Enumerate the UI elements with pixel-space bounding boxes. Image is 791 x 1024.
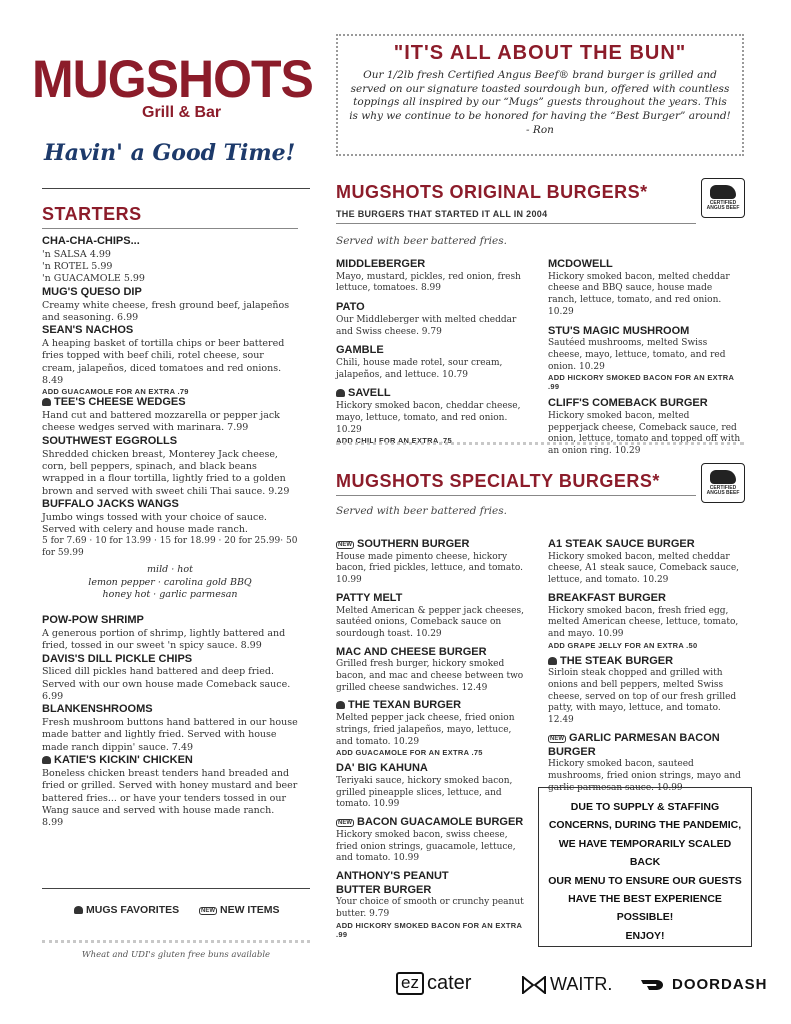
guac-name: BACON GUACAMOLE BURGER — [357, 816, 524, 829]
new-icon: NEW — [338, 820, 352, 827]
badge-line: CERTIFIED — [709, 484, 737, 491]
chicken-name: KATIE'S KICKIN' CHICKEN — [54, 754, 193, 767]
shrooms-name: BLANKENSHROOMS — [42, 703, 153, 716]
anthony-name — [336, 870, 531, 898]
southern-desc: House made pimento cheese, hickory bacon, fried pickles, lettuce, and tomato. 10.99 — [336, 551, 524, 586]
legend-new: NEW ITEMS — [220, 904, 280, 916]
cliff-desc: Hickory smoked bacon, melted pepperjack cheese, Comeback sauce, red onion, lettuce, tomato and topped off with an onion ring. 10.29 — [548, 411, 741, 457]
chips-option: 'n ROTEL 5.99 — [42, 261, 113, 273]
bun-signature: - Ron — [526, 123, 554, 136]
new-icon: NEW — [550, 735, 564, 742]
breakfast-name: BREAKFAST BURGER — [548, 591, 666, 604]
breakfast-desc: Hickory smoked bacon, fresh fried egg, melted American cheese, lettuce, tomato, and mayo. 10.99 — [548, 605, 739, 639]
queso-desc: Creamy white cheese, fresh ground beef, jalapeños and seasoning. 6.99 — [42, 299, 290, 323]
cater-text: cater — [426, 972, 472, 994]
mug-icon — [42, 756, 51, 764]
cliff-name: CLIFF'S COMEBACK BURGER — [548, 397, 708, 410]
wangs-prices: 5 for 7.69 · 10 for 13.99 · 15 for 18.99 · 20 for 25.99· 50 for 59.99 — [42, 536, 298, 559]
texan-addon: ADD GUACAMOLE FOR AN EXTRA .75 — [336, 748, 483, 758]
steak-desc: Sirloin steak chopped and grilled with onions and bell peppers, melted Swiss cheese, served on top of our fresh grilled patty, with mayo, lettuce, and tomato. 12.49 — [548, 668, 737, 726]
divider — [336, 442, 744, 445]
wedges-desc: Hand cut and battered mozzarella or pepper jack cheese wedges served with marinara. 7.99 — [42, 410, 280, 434]
stu-desc: Sautéed mushrooms, melted Swiss cheese, mayo, lettuce, tomato, and red onion. 10.29 — [548, 338, 726, 372]
mug-icon — [336, 701, 345, 709]
sauce-line: lemon pepper · carolina gold BBQ — [88, 576, 252, 588]
eggrolls-desc: Shredded chicken breast, Monterey Jack cheese, corn, bell peppers, spinach, and black beans wrapped in a flour tortilla, lightly fried to a golden brown and served with sweet chili Thai sauce. 9.29 — [42, 448, 290, 497]
kahuna-desc: Teriyaki sauce, hickory smoked bacon, grilled pineapple slices, lettuce, and tomato. 10.99 — [336, 776, 513, 810]
nachos-desc: A heaping basket of tortilla chips or beer battered fries topped with beef chili, rotel cheese, sour cream, jalapeños, diced tomatoes and red onions. 8.49 — [42, 337, 285, 386]
notice-line: ENJOY! — [625, 929, 665, 942]
doordash-icon — [640, 978, 666, 992]
nachos-name: SEAN'S NACHOS — [42, 324, 134, 337]
chips-option: 'n GUACAMOLE 5.99 — [42, 273, 145, 285]
mug-icon — [336, 389, 345, 397]
savell-name: SAVELL — [348, 387, 391, 400]
angus-badge — [701, 178, 745, 218]
starters-title: STARTERS — [42, 204, 142, 224]
shrimp-desc: A generous portion of shrimp, lightly battered and fried, tossed in our sweet 'n spicy sauce. 8.99 — [42, 627, 286, 652]
mcdowell-desc: Hickory smoked bacon, melted cheddar cheese and BBQ sauce, house made ranch, lettuce, tomato, and red onion. 10.29 — [548, 271, 730, 317]
mug-icon — [74, 906, 83, 914]
pandemic-notice — [538, 787, 752, 947]
eggrolls-name: SOUTHWEST EGGROLLS — [42, 434, 178, 447]
sauce-line: mild · hot — [147, 563, 193, 575]
doordash-text: DOORDASH — [672, 976, 768, 993]
breakfast-addon: ADD GRAPE JELLY FOR AN EXTRA .50 — [548, 640, 698, 650]
pato-desc: Our Middleberger with melted cheddar and Swiss cheese. 9.79 — [336, 314, 517, 337]
waitr-logo — [522, 974, 612, 995]
specialty-served: Served with beer battered fries. — [336, 505, 507, 517]
legend-favorites: MUGS FAVORITES — [86, 904, 180, 916]
original-col-left — [336, 258, 531, 445]
bun-box — [336, 34, 744, 156]
divider — [336, 223, 696, 224]
patty-desc: Melted American & pepper jack cheeses, sautéed onions, Comeback sauce on sourdough toast. 10.29 — [336, 605, 524, 639]
savell-addon: ADD CHILI FOR AN EXTRA .75 — [336, 436, 453, 446]
anthony-name-line: BUTTER BURGER — [336, 883, 432, 896]
specialty-col-right — [548, 538, 746, 794]
texan-desc: Melted pepper jack cheese, fried onion strings, fried jalapeños, mayo, lettuce, and tomato. 10.29 — [336, 713, 515, 747]
notice-line: CONCERNS, DURING THE PANDEMIC, — [548, 819, 742, 832]
bun-text: Our 1/2lb fresh Certified Angus Beef® brand burger is grilled and served on our signature toasted sourdough bun, offered with countless toppings all inspired by our “Mugs” guests throughout the years. This is why we continue to be honored for having the “Best Burger” around! — [349, 69, 731, 122]
brand-sub: Grill & Bar — [142, 104, 222, 121]
notice-line: WE HAVE TEMPORARILY SCALED BACK — [558, 837, 732, 869]
cow-icon — [710, 470, 736, 484]
notice-line: OUR MENU TO ENSURE OUR GUESTS — [548, 874, 742, 887]
notice-line: DUE TO SUPPLY & STAFFING — [570, 801, 720, 813]
gamble-desc: Chili, house made rotel, sour cream, jalapeños, and lettuce. 10.79 — [336, 358, 503, 380]
wangs-desc: Jumbo wings tossed with your choice of sauce. Served with celery and house made ranch. — [42, 511, 267, 535]
ezcater-logo — [396, 972, 471, 995]
a1-desc: Hickory smoked bacon, melted cheddar cheese, A1 steak sauce, Comeback sauce, lettuce, and tomato. 10.29 — [548, 551, 740, 586]
original-served: Served with beer battered fries. — [336, 235, 507, 247]
garlic-desc: Hickory smoked bacon, sauteed mushrooms, fried onion strings, mayo and garlic parmesan sauce. 10.99 — [548, 759, 741, 793]
legend — [74, 904, 280, 916]
steak-name: THE STEAK BURGER — [560, 654, 674, 667]
gamble-name: GAMBLE — [336, 344, 384, 357]
mug-icon — [42, 398, 51, 406]
divider — [42, 940, 310, 943]
tagline: Havin' a Good Time! — [44, 140, 296, 166]
specialty-title: MUGSHOTS SPECIALTY BURGERS* — [336, 471, 660, 491]
specialty-col-left — [336, 538, 531, 939]
queso-name: MUG'S QUESO DIP — [42, 285, 142, 298]
kahuna-name: DA' BIG KAHUNA — [336, 762, 428, 775]
notice-line: HAVE THE BEST EXPERIENCE POSSIBLE! — [568, 892, 722, 924]
stu-name: STU'S MAGIC MUSHROOM — [548, 324, 690, 337]
original-col-right — [548, 258, 743, 458]
original-title: MUGSHOTS ORIGINAL BURGERS* — [336, 182, 648, 202]
chicken-desc: Boneless chicken breast tenders hand breaded and fried or grilled. Served with honey mustard and beer battered fries... or have your tenders tossed in our Wang sauce and served with house made ranch. 8.99 — [42, 767, 298, 829]
new-icon: NEW — [338, 542, 352, 548]
divider — [42, 888, 310, 889]
waitr-text: WAITR. — [550, 974, 613, 994]
badge-line: ANGUS BEEF — [706, 205, 740, 211]
chips-option: 'n SALSA 4.99 — [42, 248, 111, 260]
southern-name: SOUTHERN BURGER — [357, 538, 470, 550]
pickle-name: DAVIS'S DILL PICKLE CHIPS — [42, 652, 193, 665]
divider — [42, 188, 310, 189]
guac-desc: Hickory smoked bacon, swiss cheese, fried onion strings, guacamole, lettuce, and tomato. 10.99 — [336, 829, 516, 864]
cow-icon — [710, 185, 736, 199]
doordash-logo — [640, 976, 768, 993]
gluten-note: Wheat and UDI's gluten free buns available — [81, 950, 271, 960]
chips-name: CHA-CHA-CHIPS... — [42, 235, 140, 247]
mac-name: MAC AND CHEESE BURGER — [336, 645, 487, 658]
pato-name: PATO — [336, 301, 365, 314]
bowtie-icon — [522, 976, 546, 994]
pickle-desc: Sliced dill pickles hand battered and deep fried. Served with our own house made Comeback sauce. 6.99 — [42, 666, 291, 703]
brand-logo: MUGSHOTS — [32, 49, 313, 109]
badge-line: ANGUS BEEF — [706, 490, 740, 496]
anthony-name-line: ANTHONY'S PEANUT — [336, 869, 449, 882]
mug-icon — [548, 657, 557, 665]
mac-desc: Grilled fresh burger, hickory smoked bacon, and mac and cheese between two grilled cheese sandwiches. 12.49 — [336, 659, 524, 693]
divider — [336, 495, 696, 496]
sauce-line: honey hot · garlic parmesan — [102, 589, 238, 601]
new-icon: NEW — [201, 908, 215, 914]
sauce-list — [42, 564, 298, 602]
starters-section — [42, 204, 298, 830]
anthony-addon: ADD HICKORY SMOKED BACON FOR AN EXTRA .99 — [336, 920, 522, 939]
anthony-desc: Your choice of smooth or crunchy peanut butter. 9.79 — [336, 897, 524, 920]
texan-name: THE TEXAN BURGER — [348, 699, 462, 712]
divider — [42, 228, 298, 229]
middleberger-desc: Mayo, mustard, pickles, red onion, fresh lettuce, tomatoes. 8.99 — [336, 271, 521, 294]
bun-title: "IT'S ALL ABOUT THE BUN" — [393, 42, 687, 64]
a1-name: A1 STEAK SAUCE BURGER — [548, 538, 695, 550]
stu-addon: ADD HICKORY SMOKED BACON FOR AN EXTRA .99 — [548, 373, 734, 392]
patty-name: PATTY MELT — [336, 591, 403, 604]
angus-badge — [701, 463, 745, 503]
shrimp-name: POW-POW SHRIMP — [42, 614, 144, 627]
savell-desc: Hickory smoked bacon, cheddar cheese, mayo, lettuce, tomato, and red onion. 10.29 — [336, 401, 521, 435]
shrooms-desc: Fresh mushroom buttons hand battered in our house made batter and lightly fried. Served with house made ranch dippin' sauce. 7.49 — [42, 717, 298, 753]
ez-mark: ez — [396, 972, 424, 995]
mcdowell-name: MCDOWELL — [548, 258, 613, 270]
middleberger-name: MIDDLEBERGER — [336, 258, 426, 270]
wedges-name: TEE'S CHEESE WEDGES — [54, 396, 186, 409]
original-subtitle: THE BURGERS THAT STARTED IT ALL IN 2004 — [336, 209, 548, 219]
wangs-name: BUFFALO JACKS WANGS — [42, 497, 179, 510]
badge-line: CERTIFIED — [709, 199, 737, 206]
nachos-addon: ADD GUACAMOLE FOR AN EXTRA .79 — [42, 387, 189, 397]
garlic-name: GARLIC PARMESAN BACON BURGER — [548, 731, 720, 758]
